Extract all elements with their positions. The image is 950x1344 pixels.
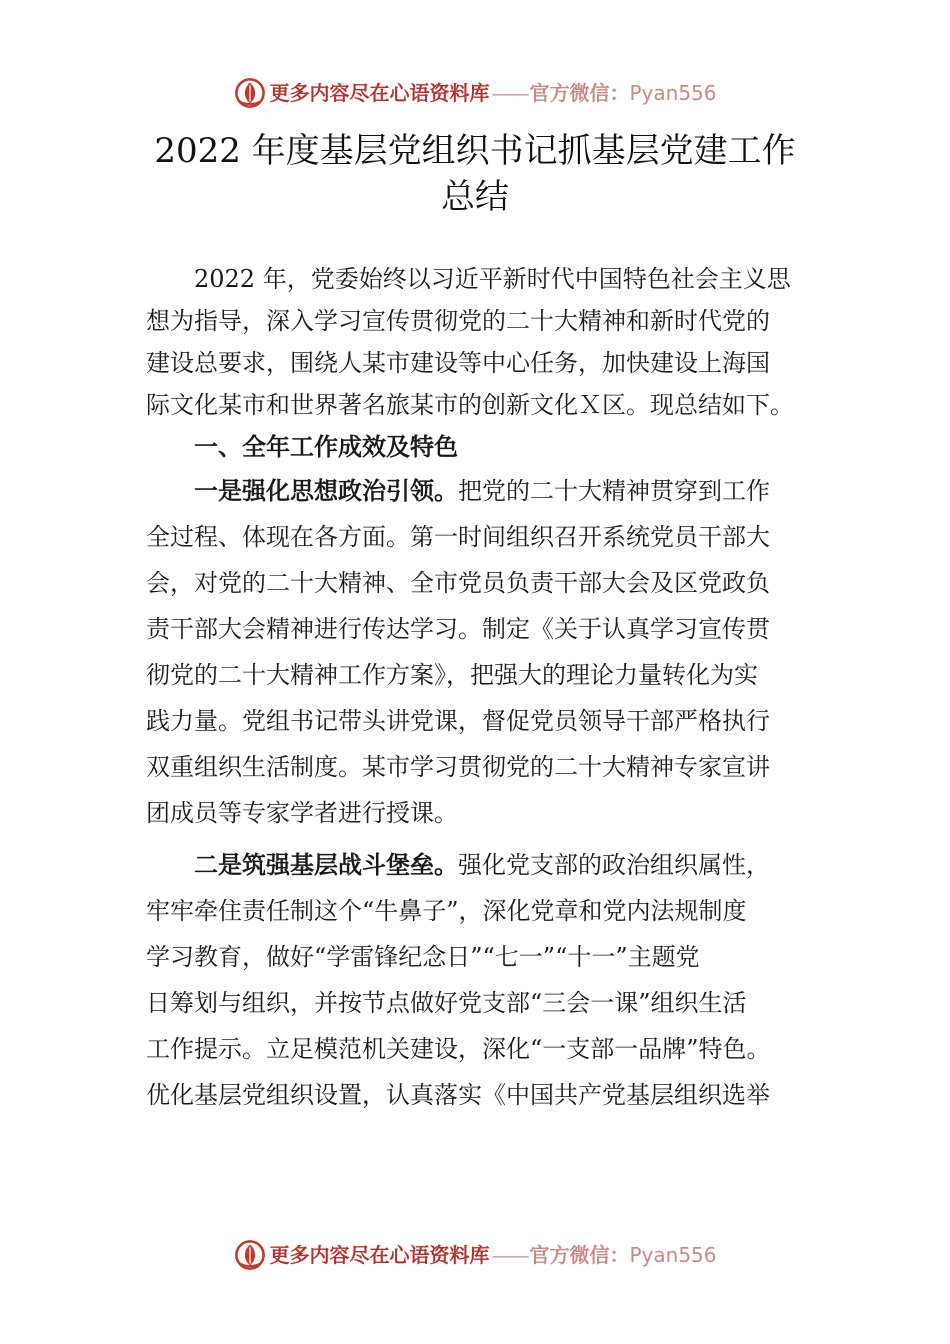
para1-line: 责干部大会精神进行传达学习。制定《关于认真学习宣传贯	[146, 615, 770, 643]
para1-line: 团成员等专家学者进行授课。	[146, 799, 458, 827]
watermark-header	[0, 76, 950, 110]
para1-first-line	[146, 468, 818, 514]
title-line-2: 总结	[441, 177, 509, 217]
watermark-dash: ——	[491, 81, 528, 105]
para2-line: 牢牢牵住责任制这个“牛鼻子”，深化党章和党内法规制度	[146, 897, 747, 925]
watermark-wechat-label: 官方微信：	[529, 1243, 630, 1267]
watermark-dash: ——	[491, 1243, 528, 1267]
watermark-wechat-label: 官方微信：	[529, 81, 630, 105]
section-heading: 一、全年工作成效及特色	[194, 433, 458, 461]
para1-line: 践力量。党组书记带头讲党课，督促党员领导干部严格执行	[146, 707, 770, 735]
intro-line: 建设总要求，围绕人某市建设等中心任务，加快建设上海国	[146, 349, 770, 377]
para2-first-rest: 强化党支部的政治组织属性，	[458, 851, 770, 879]
watermark-wechat-id: Pyan556	[629, 1243, 717, 1267]
para1-line: 双重组织生活制度。某市学习贯彻党的二十大精神专家宣讲	[146, 753, 770, 781]
watermark-wechat-id: Pyan556	[629, 81, 717, 105]
para1-line: 全过程、体现在各方面。第一时间组织召开系统党员干部大	[146, 523, 770, 551]
para1-lead: 一是强化思想政治引领。	[194, 477, 458, 505]
watermark-library-text: 更多内容尽在心语资料库	[269, 1243, 490, 1267]
para2-line: 学习教育，做好“学雷锋纪念日”“七一”“十一”主题党	[146, 943, 700, 971]
intro-line: 际文化某市和世界著名旅某市的创新文化Ｘ区。现总结如下。	[146, 391, 794, 419]
para2-line: 优化基层党组织设置，认真落实《中国共产党基层组织选举	[146, 1081, 770, 1109]
title-line-1: 2022 年度基层党组织书记抓基层党建工作	[154, 131, 796, 171]
intro-line: 2022 年，党委始终以习近平新时代中国特色社会主义思	[194, 265, 791, 293]
para2-line: 日筹划与组织，并按节点做好党支部“三会一课”组织生活	[146, 989, 747, 1017]
para2-line: 工作提示。立足模范机关建设，深化“一支部一品牌”特色。	[146, 1035, 771, 1063]
watermark-footer	[0, 1238, 950, 1272]
document-body	[146, 258, 818, 1118]
document-title	[120, 128, 830, 220]
para1-line: 彻党的二十大精神工作方案》，把强大的理论力量转化为实	[146, 661, 758, 689]
leaf-logo-icon	[233, 1238, 267, 1272]
intro-line: 想为指导，深入学习宣传贯彻党的二十大精神和新时代党的	[146, 307, 770, 335]
para1-line: 会，对党的二十大精神、全市党员负责干部大会及区党政负	[146, 569, 770, 597]
watermark-library-text: 更多内容尽在心语资料库	[269, 81, 490, 105]
leaf-logo-icon	[233, 76, 267, 110]
para1-first-rest: 把党的二十大精神贯穿到工作	[458, 477, 770, 505]
para2-first-line	[146, 842, 818, 888]
para2-lead: 二是筑强基层战斗堡垒。	[194, 851, 458, 879]
